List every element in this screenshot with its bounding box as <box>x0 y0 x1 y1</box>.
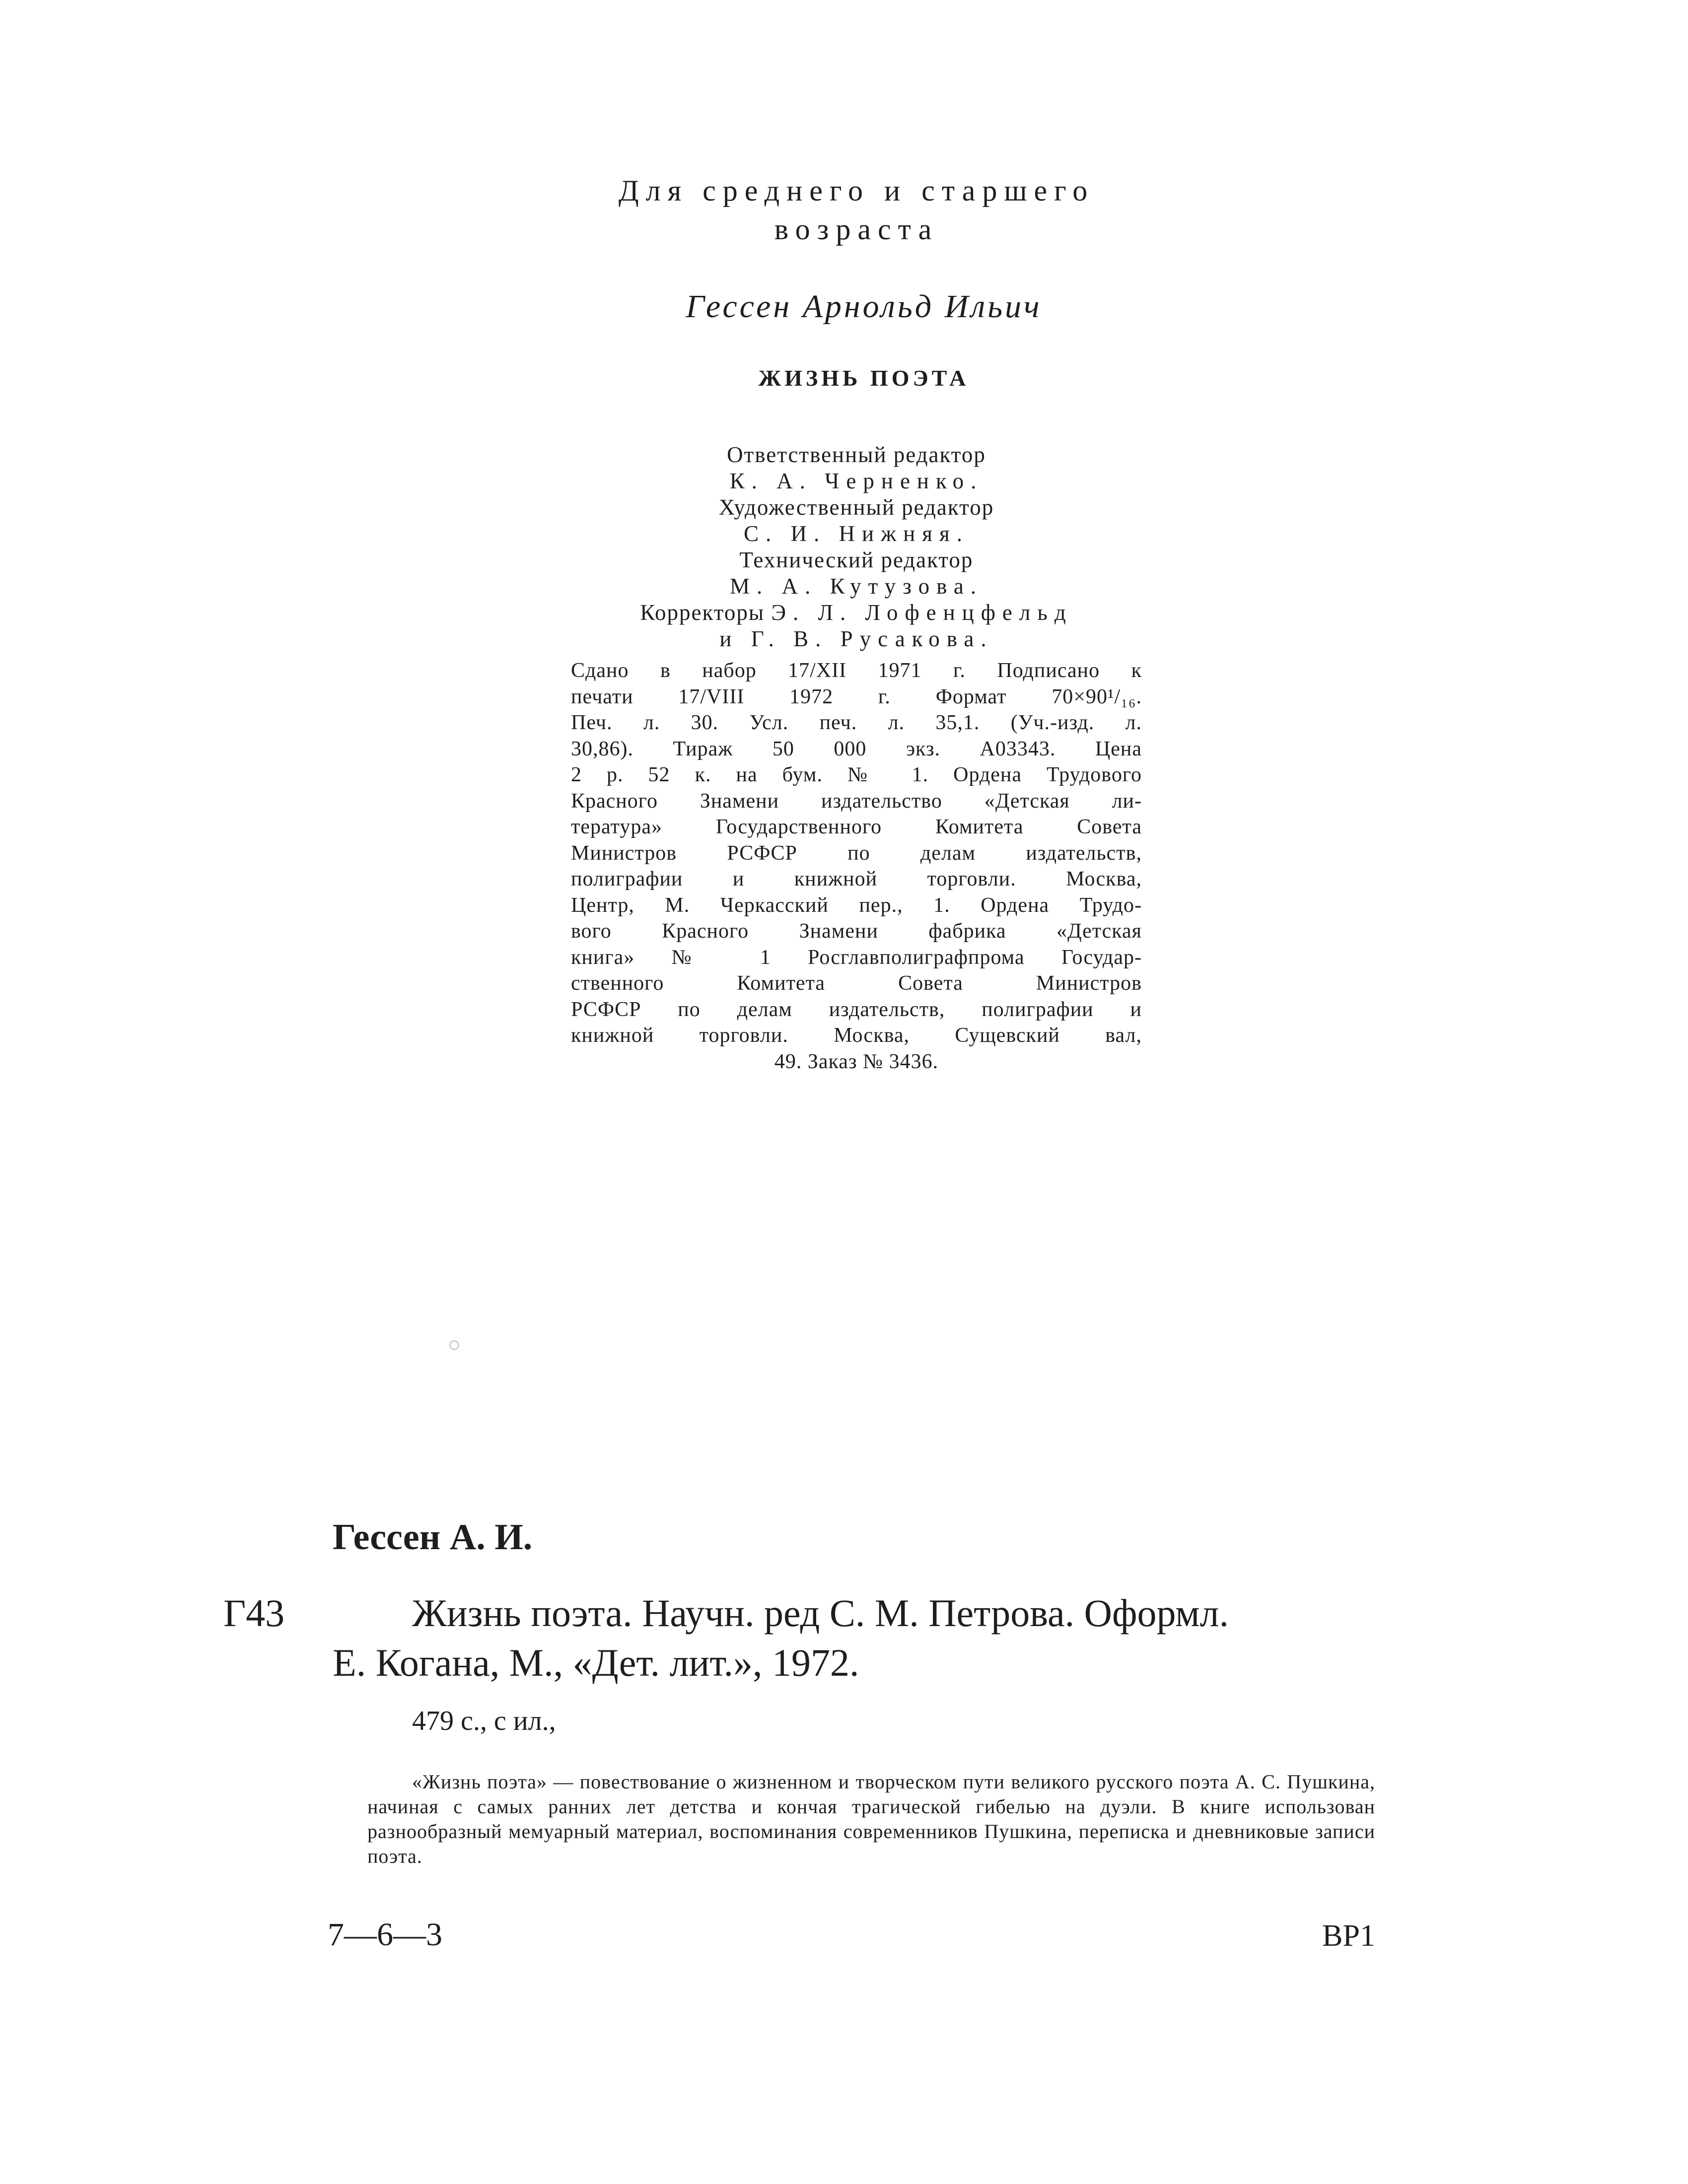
imprint-line: ственного Комитета Совета Министров <box>571 972 1142 995</box>
catalog-description-line: Е. Когана, М., «Дет. лит.», 1972. <box>333 1641 859 1684</box>
credit-role: Корректоры <box>640 600 765 625</box>
catalog-pages: 479 с., с ил., <box>412 1706 556 1736</box>
credit-role: Художественный редактор <box>718 495 994 520</box>
credit-role: Технический редактор <box>739 547 974 572</box>
imprint-line: полиграфии и книжной торговли. Москва, <box>571 868 1142 890</box>
credit-name: М. А. Кутузова. <box>729 574 984 599</box>
audience-line: Для среднего и старшего <box>618 174 1095 207</box>
imprint-line: Печ. л. 30. Усл. печ. л. 35,1. (Уч.-изд. л. <box>571 711 1142 734</box>
author-full-name: Гессен Арнольд Ильич <box>686 288 1042 325</box>
credits-block <box>571 442 1142 652</box>
catalog-index-left: 7—6—3 <box>328 1916 442 1953</box>
imprint-line: печати 17/VIII 1972 г. Формат 70×90¹/₁₆. <box>571 685 1142 708</box>
imprint-line: 2 р. 52 к. на бум. № 1. Ордена Трудового <box>571 763 1142 786</box>
imprint-line: Сдано в набор 17/XII 1971 г. Подписано к <box>571 659 1142 682</box>
credit-row <box>571 600 1142 626</box>
imprint-line: 49. Заказ № 3436. <box>774 1050 939 1073</box>
imprint-line: Министров РСФСР по делам издательств, <box>571 841 1142 865</box>
imprint-line: Центр, М. Черкасский пер., 1. Ордена Трудо- <box>571 893 1142 917</box>
imprint-line: книжной торговли. Москва, Сущевский вал, <box>571 1024 1142 1047</box>
imprint-line: РСФСР по делам издательств, полиграфии и <box>571 998 1142 1021</box>
catalog-index-right: ВР1 <box>1322 1919 1375 1953</box>
imprint-line: Красного Знамени издательство «Детская ли- <box>571 789 1142 813</box>
catalog-description-line: Жизнь поэта. Научн. ред С. М. Петрова. Оформл. <box>412 1591 1229 1635</box>
credit-role: Ответственный редактор <box>727 442 986 467</box>
catalog-description <box>333 1588 1390 1688</box>
audience-line: возраста <box>774 213 939 246</box>
catalog-code: Г43 <box>223 1591 285 1635</box>
imprint-line: вого Красного Знамени фабрика «Детская <box>571 920 1142 943</box>
credit-name: и Г. В. Русакова. <box>719 626 993 651</box>
credit-name: С. И. Нижняя. <box>744 521 969 546</box>
paper-speck <box>449 1340 459 1350</box>
credit-name: Э. Л. Лофенцфельд <box>771 600 1073 625</box>
imprint-line: тература» Государственного Комитета Совета <box>571 816 1142 838</box>
credit-name: К. А. Черненко. <box>729 469 984 493</box>
imprint-line: 30,86). Тираж 50 000 экз. А03343. Цена <box>571 737 1142 760</box>
imprint-block <box>571 658 1142 1075</box>
book-abstract: «Жизнь поэта» — повествование о жизненном и творческом пути великого русского поэта А. С. Пушкина, начиная с самых ранних лет детства и кончая трагической гибелью на дуэли. В книге использован разнообразный мемуарный материал, воспоминания современников Пушкина, переписка и дневниковые записи поэта. <box>367 1771 1375 1867</box>
imprint-line: книга» № 1 Росглавполиграфпрома Государ- <box>571 946 1142 969</box>
audience-note <box>571 171 1142 249</box>
book-title: ЖИЗНЬ ПОЭТА <box>758 365 970 391</box>
catalog-author: Гессен А. И. <box>333 1517 533 1558</box>
